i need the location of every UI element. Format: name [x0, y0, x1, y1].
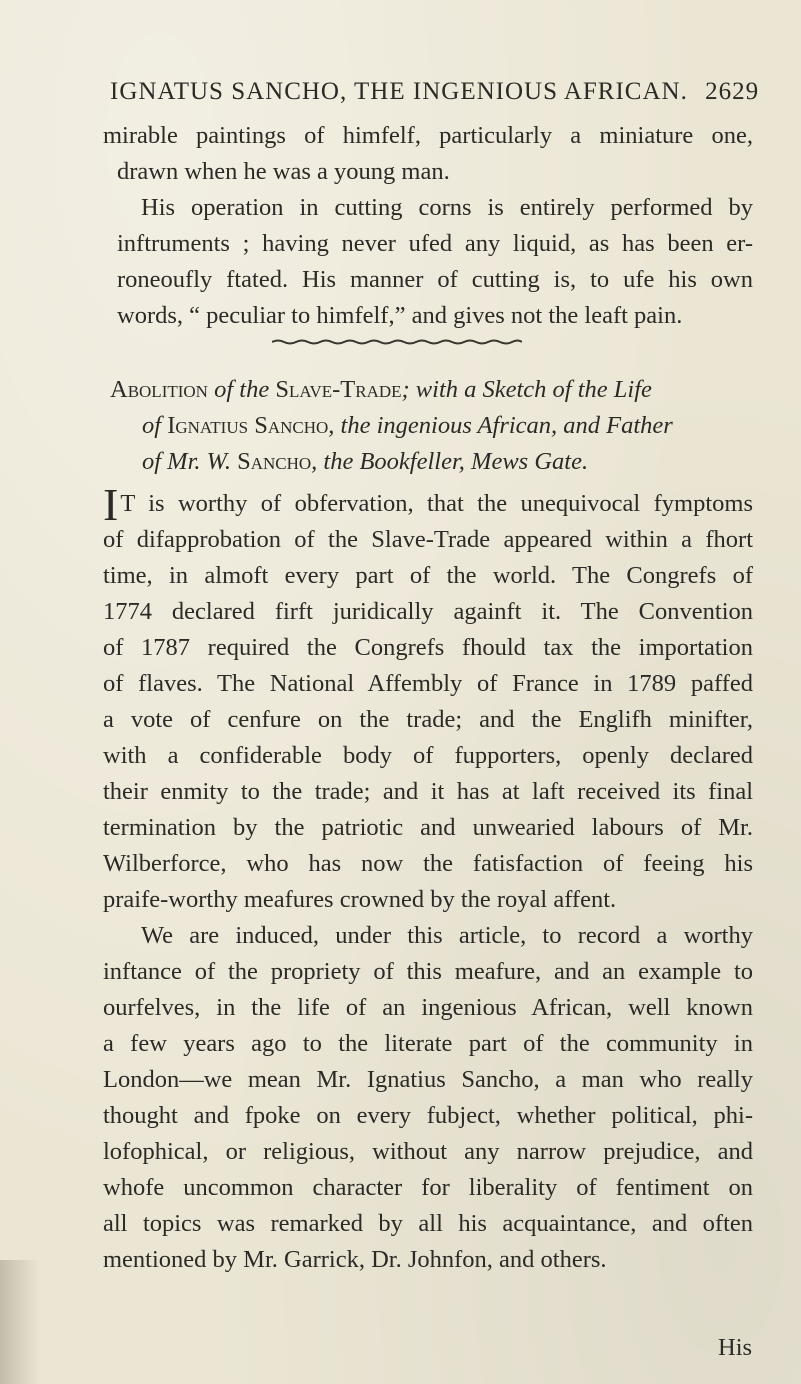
text-line: lofophical, or religious, without any narrow prejudice, and [103, 1138, 753, 1165]
text-line: ourfelves, in the life of an ingenious African, well known [103, 994, 753, 1021]
text-line: drawn when he was a young man. [117, 158, 450, 185]
heading-word: Abolition [110, 376, 208, 403]
heading-word: ; with a Sketch of the Life [401, 376, 652, 403]
text-line: We are induced, under this article, to record a worthy [141, 922, 753, 949]
text-line: all topics was remarked by all his acquaintance, and often [103, 1210, 753, 1237]
heading-word: , the ingenious African, and Father [328, 412, 673, 439]
text-line: thought and fpoke on every fubject, whether political, phi- [103, 1102, 753, 1129]
text-line: 1774 declared firft juridically againft it. The Convention [103, 598, 753, 625]
heading-word: of the [207, 376, 276, 403]
text-line: termination by the patriotic and unwearied labours of Mr. [103, 814, 753, 841]
text-line: with a confiderable body of fupporters, openly declared [103, 742, 753, 769]
running-head [110, 78, 760, 106]
paragraph-corns [103, 190, 753, 334]
text-line: words, “ peculiar to himfelf,” and gives not the leaft pain. [117, 302, 683, 329]
text-line: His operation in cutting corns is entirely performed by [141, 194, 753, 221]
text-line: whofe uncommon character for liberality of fentiment on [103, 1174, 753, 1201]
heading-word: , the Bookfeller, Mews Gate. [311, 448, 589, 475]
text-line: of 1787 required the Congrefs fhould tax the importation [103, 634, 753, 661]
text-line: mentioned by Mr. Garrick, Dr. Johnfon, and others. [103, 1246, 607, 1273]
heading-word: of Mr. W. [142, 448, 238, 475]
text-line: mirable paintings of himfelf, particularly a miniature one, [103, 122, 753, 149]
text-line: of flaves. The National Affembly of France in 1789 paffed [103, 670, 753, 697]
article-heading [110, 372, 760, 480]
text-line: Wilberforce, who has now the fatisfaction of feeing his [103, 850, 753, 877]
text-line: roneoufly ftated. His manner of cutting is, to ufe his own [117, 266, 753, 293]
page-number: 2629 [705, 78, 760, 105]
paragraph-sancho [103, 918, 753, 1278]
text-line: praife-worthy meafures crowned by the royal affent. [103, 886, 617, 913]
heading-word: of [142, 412, 168, 439]
heading-word: Slave-Trade [275, 376, 402, 403]
running-head-title: IGNATUS SANCHO, THE INGENIOUS AFRICAN. [110, 78, 688, 105]
text-line: inftance of the propriety of this meafure, and an example to [103, 958, 753, 985]
text-line: their enmity to the trade; and it has at laft received its final [103, 778, 753, 805]
heading-word: Sancho [237, 448, 312, 475]
heading-word: Ignatius Sancho [167, 412, 329, 439]
paragraph-abolition [103, 479, 753, 918]
text-line: a few years ago to the literate part of the community in [103, 1030, 753, 1057]
text-line: of difapprobation of the Slave-Trade appeared within a fhort [103, 526, 753, 553]
text-line: London—we mean Mr. Ignatius Sancho, a man who really [103, 1066, 753, 1093]
ornamental-rule [272, 339, 522, 345]
paragraph-continuation [103, 118, 753, 190]
text-line [103, 479, 753, 530]
drop-cap: I [103, 479, 119, 530]
text-line: time, in almoft every part of the world. The Congrefs of [103, 562, 753, 589]
text-line-rest: T is worthy of obfervation, that the unequivocal fymptoms [120, 490, 753, 517]
catchword: His [718, 1334, 753, 1361]
text-line: inftruments ; having never ufed any liquid, as has been er- [117, 230, 753, 257]
page-edge-shadow [0, 1260, 40, 1384]
text-line: a vote of cenfure on the trade; and the Englifh minifter, [103, 706, 753, 733]
